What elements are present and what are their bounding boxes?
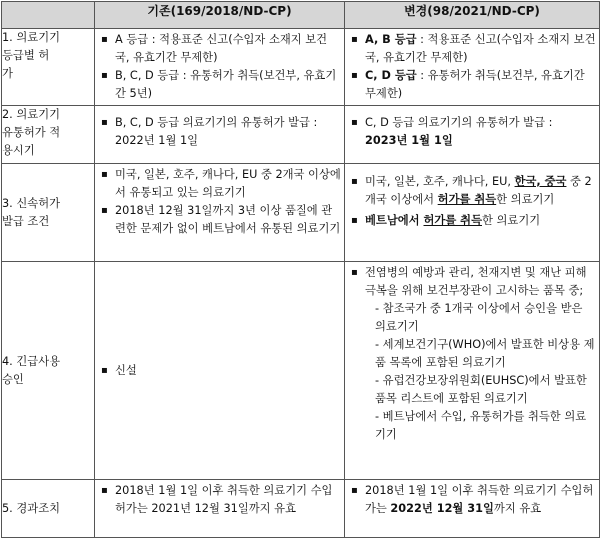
- row-category: [2, 262, 95, 480]
- grade-label: C, D 등급: [365, 69, 417, 82]
- highlight-permit: 허가를 취득: [437, 193, 497, 206]
- before-cell: [95, 106, 345, 164]
- row-category: [2, 164, 95, 262]
- after-cell: [345, 164, 600, 262]
- category-label: 3. 신속허가 발급 조건: [2, 196, 61, 228]
- list-item: [349, 114, 596, 150]
- sub-item: - 참조국가 중 1개국 이상에서 승인을 받은 의료기기: [375, 302, 583, 333]
- category-label: 1. 의료기기 등급별 허 가: [2, 31, 61, 80]
- list-item: [349, 67, 596, 103]
- list-item: ▪ 2018년 12월 31일까지 3년 이상 품질에 관련한 문제가 없이 베트남에서 유통된 의료기기: [99, 202, 341, 238]
- table-row: [2, 164, 600, 262]
- row-category: [2, 106, 95, 164]
- category-label: 4. 긴급사용 승인: [2, 354, 61, 386]
- before-cell: [95, 262, 345, 480]
- before-cell: [95, 29, 345, 106]
- grade-label: A, B 등급: [365, 33, 417, 46]
- highlight-permit: 허가를 취득: [423, 214, 482, 227]
- text-run: 한 의료기기: [482, 214, 541, 227]
- list-item: [349, 212, 596, 230]
- list-item: ▪ A 등급 : 적용표준 신고(수입자 소재지 보건국, 유효기간 무제한): [99, 31, 341, 67]
- list-item: ▪ 2018년 1월 1일 이후 취득한 의료기기 수입허가는 2021년 12월 31일까지 유효: [99, 482, 341, 518]
- list-item: ▪ B, C, D 등급 : 유통허가 취득(보건부, 유효기간 5년): [99, 67, 341, 103]
- header-after: 변경(98/2021/ND-CP): [345, 2, 600, 29]
- deadline-date: 2022년 12월 31일: [390, 502, 494, 515]
- list-item: [349, 173, 596, 209]
- list-item: [349, 31, 596, 67]
- category-label: 2. 의료기기 유통허가 적 용시기: [2, 108, 61, 157]
- before-cell: [95, 164, 345, 262]
- header-category: [2, 2, 95, 29]
- table-row: [2, 106, 600, 164]
- sub-item: - 베트남에서 수입, 유통허가를 취득한 의료기기: [375, 410, 587, 441]
- after-cell: [345, 262, 600, 480]
- list-item: ▪ B, C, D 등급 의료기기의 유통허가 발급 : 2022년 1월 1일: [99, 114, 341, 150]
- text-run: 미국, 일본, 호주, 캐나다, EU,: [365, 175, 515, 188]
- comparison-table: [1, 1, 600, 538]
- category-label: 5. 경과조치: [2, 501, 61, 515]
- text-run: 중 2개국 이상에서: [365, 175, 592, 206]
- header-before: 기존(169/2018/ND-CP): [95, 2, 345, 29]
- intro-text: 전염병의 예방과 관리, 천재지변 및 재난 피해 극복을 위해 보건부장관이 고시하는 품목 중;: [365, 266, 587, 297]
- after-cell: [345, 29, 600, 106]
- list-item: ▪ 미국, 일본, 호주, 캐나다, EU 중 2개국 이상에서 유통되고 있는 의료기기: [99, 166, 341, 202]
- header-row: [2, 2, 600, 29]
- highlight-countries: 한국, 중국: [514, 175, 567, 188]
- list-item: [349, 482, 596, 518]
- issue-text: C, D 등급 의료기기의 유통허가 발급 :: [365, 116, 553, 129]
- table-row: [2, 29, 600, 106]
- grade-text: : 적용표준 신고(수입자 소재지 보건국, 유효기간 무제한): [365, 33, 596, 64]
- highlight-vietnam: 베트남에서: [365, 214, 424, 227]
- after-cell: [345, 106, 600, 164]
- text-run: 까지 유효: [493, 502, 542, 515]
- row-category: [2, 29, 95, 106]
- sub-item: - 세계보건기구(WHO)에서 발표한 비상용 제품 목록에 포함된 의료기기: [375, 338, 595, 369]
- table-row: [2, 262, 600, 480]
- text-run: 2018년 1월 1일 이후 취득한 의료기기 수입허가는: [365, 484, 594, 515]
- grade-text: : 유통허가 취득(보건부, 유효기간 무제한): [365, 69, 585, 100]
- text-run: 한 의료기기: [496, 193, 555, 206]
- issue-date: 2023년 1월 1일: [365, 134, 453, 147]
- sub-item: - 유럽건강보장위원회(EUHSC)에서 발표한 품목 리스트에 포함된 의료기기: [375, 374, 587, 405]
- list-item: ▪ 신설: [99, 362, 341, 380]
- list-item: [349, 264, 596, 444]
